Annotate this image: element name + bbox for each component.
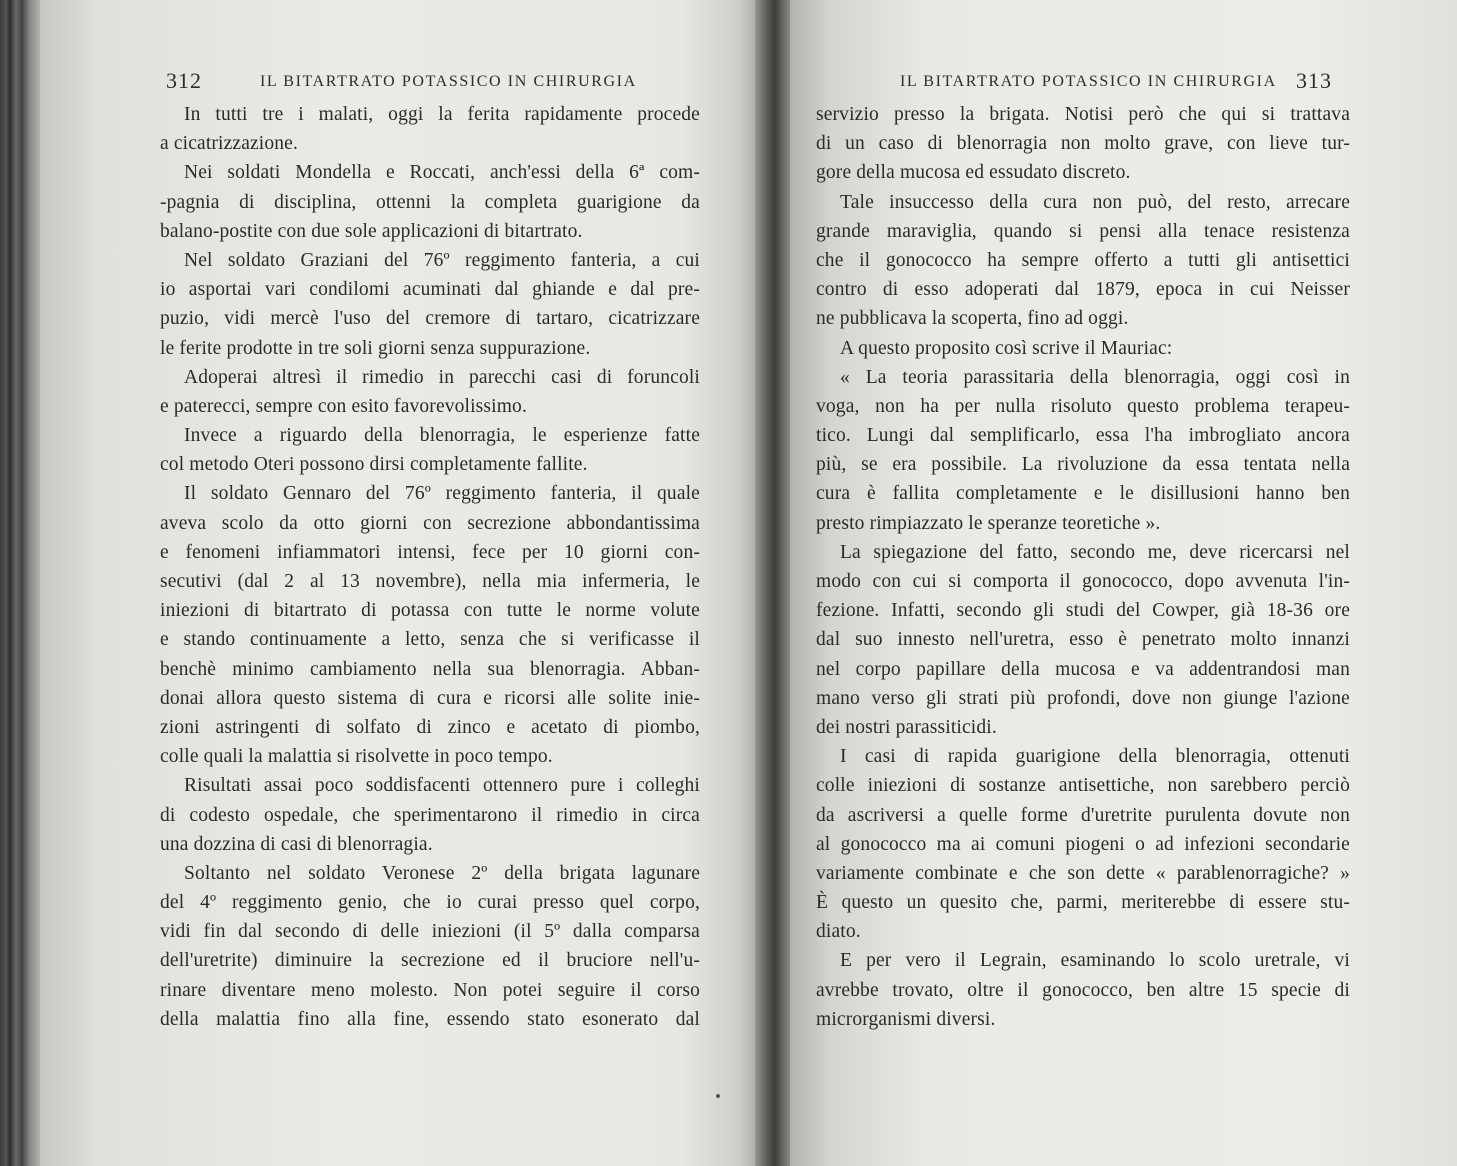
right-page-text-line: contro di esso adoperati dal 1879, epoca in cui Neisser xyxy=(816,279,1350,301)
left-page-text-line: zioni astringenti di solfato di zinco e acetato di piombo, xyxy=(160,716,700,738)
left-page-text-line: di codesto ospedale, che sperimentarono il rimedio in circa xyxy=(160,804,700,826)
right-page-text-line: grande maraviglia, quando si pensi alla tenace resistenza xyxy=(816,220,1350,242)
left-page xyxy=(40,0,760,1166)
left-page-text-line: Il soldato Gennaro del 76º reggimento fanteria, il quale xyxy=(184,483,700,505)
right-page-text-line: E per vero il Legrain, esaminando lo scolo uretrale, vi xyxy=(840,950,1350,972)
left-page-text-line: balano-postite con due sole applicazioni di bitartrato. xyxy=(160,220,583,242)
right-page-text-line: « La teoria parassitaria della blenorragia, oggi così in xyxy=(840,366,1350,388)
left-page-text-line: del 4º reggimento genio, che io curai presso quel corpo, xyxy=(160,892,700,914)
right-page-text-line: dal suo innesto nell'uretra, esso è penetrato molto innanzi xyxy=(816,629,1350,651)
right-page-text-line: dei nostri parassiticidi. xyxy=(816,716,997,738)
book-gutter xyxy=(755,0,795,1166)
left-page-text-line: -pagnia di disciplina, ottenni la completa guarigione da xyxy=(160,191,700,213)
right-page-text-line: da ascriversi a quelle forme d'uretrite purulenta dovute non xyxy=(816,804,1350,826)
left-page-text-line: donai allora questo sistema di cura e ricorsi alle solite inie- xyxy=(160,687,700,709)
left-page-text-line: Nei soldati Mondella e Roccati, anch'essi della 6ª com- xyxy=(184,162,700,184)
left-page-text-line: una dozzina di casi di blenorragia. xyxy=(160,833,433,855)
left-page-text-line: Nel soldato Graziani del 76º reggimento fanteria, a cui xyxy=(184,249,700,271)
right-page-text-line: gore della mucosa ed essudato discreto. xyxy=(816,162,1131,184)
right-page-text-line: diato. xyxy=(816,921,861,943)
left-page-text-line: colle quali la malattia si risolvette in poco tempo. xyxy=(160,746,553,768)
left-page-text-line: iniezioni di bitartrato di potassa con tutte le norme volute xyxy=(160,600,700,622)
left-page-text-line: aveva scolo da otto giorni con secrezione abbondantissima xyxy=(160,512,700,534)
right-page-text-line: ne pubblicava la scoperta, fino ad oggi. xyxy=(816,308,1129,330)
left-page-text-line: vidi fin dal secondo di delle iniezioni (il 5º dalla comparsa xyxy=(160,921,700,943)
left-page-text-line: a cicatrizzazione. xyxy=(160,133,299,155)
left-page-text-line: puzio, vidi mercè l'uso del cremore di tartaro, cicatrizzare xyxy=(160,308,700,330)
left-page-text-line: e paterecci, sempre con esito favorevolissimo. xyxy=(160,395,527,417)
right-page-text-line: A questo proposito così scrive il Mauriac: xyxy=(840,337,1173,359)
left-page-text-line: In tutti tre i malati, oggi la ferita rapidamente procede xyxy=(184,104,700,125)
right-page-text-line: Tale insuccesso della cura non può, del resto, arrecare xyxy=(840,191,1350,213)
left-page-text-line: benchè minimo cambiamento nella sua blenorragia. Abban- xyxy=(160,658,700,680)
right-page-text-line: mano verso gli strati più profondi, dove non giunge l'azione xyxy=(816,687,1350,709)
left-page-text-line: dell'uretrite) diminuire la secrezione ed il bruciore nell'u- xyxy=(160,950,700,972)
right-page-text-line: tico. Lungi dal semplificarlo, essa l'ha imbrogliato ancora xyxy=(816,425,1350,447)
right-page-text-line: I casi di rapida guarigione della blenorragia, ottenuti xyxy=(840,746,1350,768)
left-page-text-line: col metodo Oteri possono dirsi completamente fallite. xyxy=(160,454,588,476)
right-page-body xyxy=(816,100,1350,1034)
right-page-text-line: presto rimpiazzato le speranze teoretiche ». xyxy=(816,512,1161,534)
right-page-text-line: avrebbe trovato, oltre il gonococco, ben altre 15 specie di xyxy=(816,979,1350,1001)
left-running-head: IL BITARTRATO POTASSICO IN CHIRURGIA xyxy=(260,73,637,90)
right-page-number: 313 xyxy=(1296,68,1332,93)
right-page-text-line: fezione. Infatti, secondo gli studi del Cowper, già 18-36 ore xyxy=(816,600,1350,622)
left-page-text-line: rinare diventare meno molesto. Non potei seguire il corso xyxy=(160,979,700,1001)
right-page-text-line: di un caso di blenorragia non molto grave, con lieve tur- xyxy=(816,133,1350,155)
right-page-text-line: modo con cui si comporta il gonococco, dopo avvenuta l'in- xyxy=(816,571,1350,592)
right-page-text-line: al gonococco ma ai comuni piogeni o ad infezioni secondarie xyxy=(816,833,1350,855)
left-page-body xyxy=(160,100,700,1034)
left-page-text-line: io asportai vari condilomi acuminati dal ghiande e dal pre- xyxy=(160,279,700,301)
right-page xyxy=(790,0,1457,1166)
right-page-text-line: più, se era possibile. La rivoluzione da essa tentata nella xyxy=(816,454,1350,476)
left-page-text-line: Risultati assai poco soddisfacenti ottennero pure i colleghi xyxy=(184,775,700,797)
left-page-text-line: le ferite prodotte in tre soli giorni senza suppurazione. xyxy=(160,337,591,359)
right-page-text-line: variamente combinate e che son dette « parablenorragiche? » xyxy=(816,862,1350,884)
right-running-head: IL BITARTRATO POTASSICO IN CHIRURGIA xyxy=(900,73,1277,90)
right-page-text-line: servizio presso la brigata. Notisi però che qui si trattava xyxy=(816,104,1350,125)
left-page-text-line: della malattia fino alla fine, essendo stato esonerato dal xyxy=(160,1008,700,1030)
right-page-text-line: nel corpo papillare della mucosa e va addentrandosi man xyxy=(816,658,1350,680)
left-page-text-line: Adoperai altresì il rimedio in parecchi casi di foruncoli xyxy=(184,366,700,388)
left-page-text-line: e stando continuamente a letto, senza che si verificasse il xyxy=(160,629,700,651)
right-page-text-line: La spiegazione del fatto, secondo me, deve ricercarsi nel xyxy=(840,541,1350,563)
left-page-text-line: Soltanto nel soldato Veronese 2º della brigata lagunare xyxy=(184,862,700,884)
right-page-text-line: cura è fallita completamente e le disillusioni hanno ben xyxy=(816,483,1350,505)
page-stack-edge xyxy=(0,0,40,1166)
right-page-text-line: che il gonococco ha sempre offerto a tutti gli antisettici xyxy=(816,249,1350,271)
left-page-text-line: secutivi (dal 2 al 13 novembre), nella mia infermeria, le xyxy=(160,571,700,592)
left-page-text-line: Invece a riguardo della blenorragia, le esperienze fatte xyxy=(184,425,700,447)
ink-speck xyxy=(716,1094,720,1098)
left-page-number: 312 xyxy=(166,68,202,93)
right-page-text-line: È questo un quesito che, parmi, meriterebbe di essere stu- xyxy=(816,892,1350,914)
right-page-text-line: colle iniezioni di sostanze antisettiche, non sarebbero perciò xyxy=(816,775,1350,797)
right-page-text-line: microrganismi diversi. xyxy=(816,1008,996,1030)
right-page-text-line: voga, non ha per nulla risoluto questo problema terapeu- xyxy=(816,395,1350,417)
left-page-text-line: e fenomeni infiammatori intensi, fece per 10 giorni con- xyxy=(160,541,700,563)
